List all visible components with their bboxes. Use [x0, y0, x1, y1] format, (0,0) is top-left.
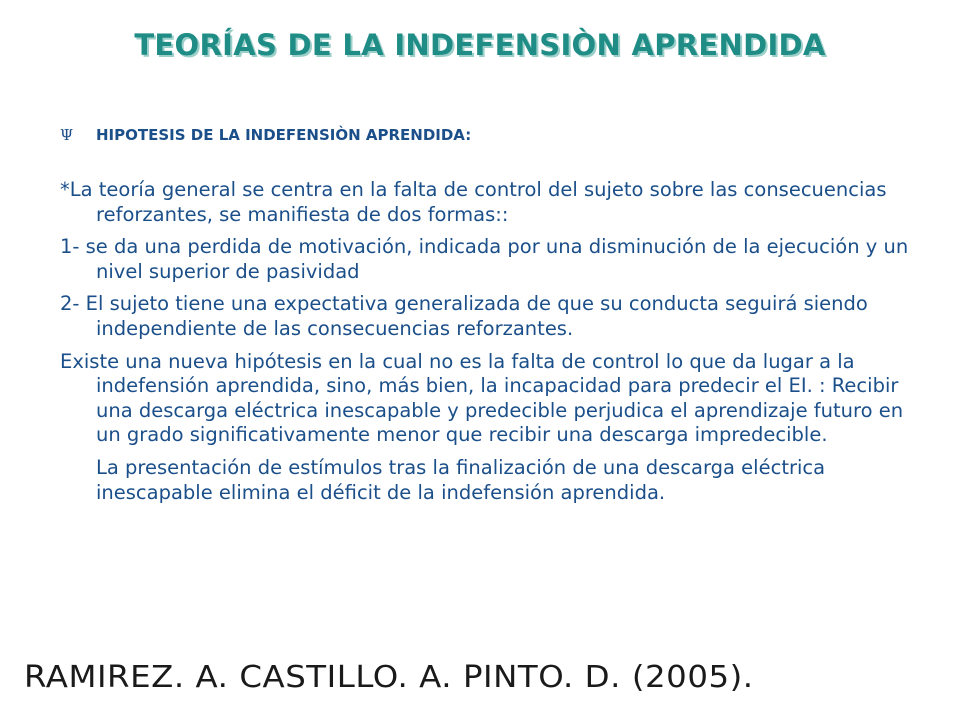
paragraph-new-hypothesis: Existe una nueva hipótesis en la cual no es la falta de control lo que da lugar a la indefensión aprendida, sino, más bien, la incapacidad para predecir el EI. : Recibir una descarga eléctrica inescapable y predecible perjudica el aprendizaje futuro en un grado significativamente menor que recibir una descarga impredecible.	[60, 349, 904, 447]
paragraph-stimulus-presentation: La presentación de estímulos tras la finalización de una descarga eléctrica inescapable elimina el déficit de la indefensión aprendida.	[96, 455, 826, 504]
paragraph-point-2: 2- El sujeto tiene una expectativa generalizada de que su conducta seguirá siendo independiente de las consecuencias reforzantes.	[60, 292, 868, 340]
psi-bullet-icon: Ψ	[60, 126, 74, 144]
subheading: HIPOTESIS DE LA INDEFENSIÒN APRENDIDA:	[96, 126, 472, 144]
paragraph-general-theory: *La teoría general se centra en la falta de control del sujeto sobre las consecuencias reforzantes, se manifiesta de dos formas::	[60, 178, 887, 226]
citation: RAMIREZ. A. CASTILLO. A. PINTO. D. (2005).	[24, 660, 754, 695]
slide-title: TEORÍAS DE LA INDEFENSIÒN APRENDIDA	[134, 28, 826, 62]
subheading-line	[60, 126, 471, 144]
paragraph-point-1: 1- se da una perdida de motivación, indicada por una disminución de la ejecución y un nivel superior de pasividad	[60, 235, 909, 283]
body-text	[60, 178, 910, 513]
